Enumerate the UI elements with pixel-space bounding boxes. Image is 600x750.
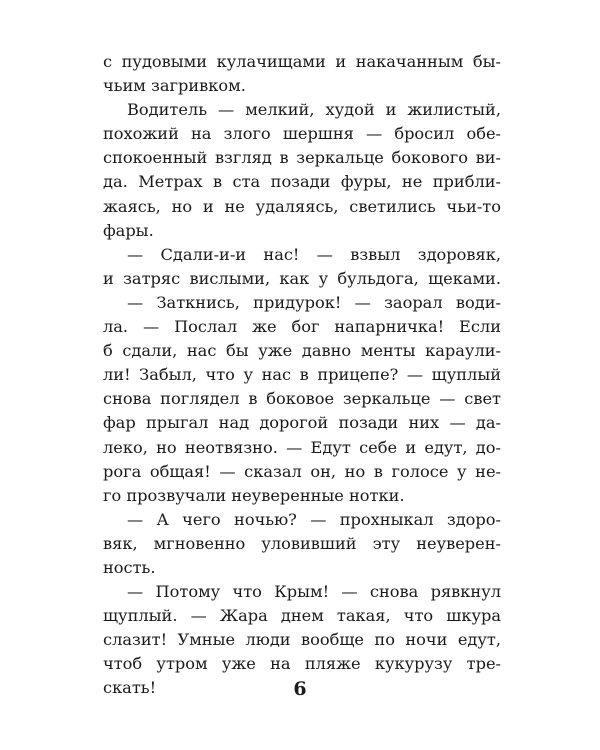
text-line: леко, но неотвязно. — Едут себе и едут, до- <box>103 437 501 457</box>
text-line: б сдали, нас бы уже давно менты караули- <box>103 341 501 361</box>
text-line: чьим загривком. <box>103 76 246 96</box>
text-line: похожий на злого шершня — бросил обе- <box>103 124 501 144</box>
text-line: фары. <box>103 220 154 240</box>
text-line: го прозвучали неуверенные нотки. <box>103 485 405 505</box>
page-number: 6 <box>293 678 307 700</box>
text-line: слазит! Умные люди вообще по ночи едут, <box>103 630 501 650</box>
paragraph-first-line: — Сдали-и-и нас! — взвыл здоровяк, <box>127 244 501 264</box>
text-line: жаясь, но и не удаляясь, светились чьи-то <box>103 196 501 216</box>
text-line: ли! Забыл, что у нас в прицепе? — щуплый <box>103 365 501 385</box>
text-line: снова поглядел в боковое зеркальце — свет <box>103 389 501 409</box>
text-line: ность. <box>103 557 156 577</box>
paragraph-first-line: — Заткнись, придурок! — заорал води- <box>127 292 501 312</box>
text-line: да. Метрах в ста позади фуры, не прибли- <box>103 172 501 192</box>
paragraph-first-line: Водитель — мелкий, худой и жилистый, <box>127 100 501 120</box>
body-text <box>103 50 501 701</box>
text-line: вяк, мгновенно уловивший эту неуверен- <box>103 533 501 553</box>
text-line: рога общая! — сказал он, но в голосе у не- <box>103 461 501 481</box>
text-line: скать! <box>103 678 157 698</box>
text-line: спокоенный взгляд в зеркальце бокового ви- <box>103 148 501 168</box>
paragraph-first-line: — Потому что Крым! — снова рявкнул <box>127 582 501 602</box>
text-line: с пудовыми кулачищами и накачанным бы- <box>103 52 501 71</box>
paragraph-first-line: — А чего ночью? — прохныкал здоро- <box>127 509 501 529</box>
text-line: ла. — Послал же бог напарничка! Если <box>103 317 501 337</box>
text-line: чтоб утром уже на пляже кукурузу тре- <box>103 654 501 674</box>
text-line: фар прыгал над дорогой позади них — да- <box>103 413 501 433</box>
text-line: щуплый. — Жара днем такая, что шкура <box>103 606 501 626</box>
text-line: и затряс вислыми, как у бульдога, щеками. <box>103 268 501 288</box>
